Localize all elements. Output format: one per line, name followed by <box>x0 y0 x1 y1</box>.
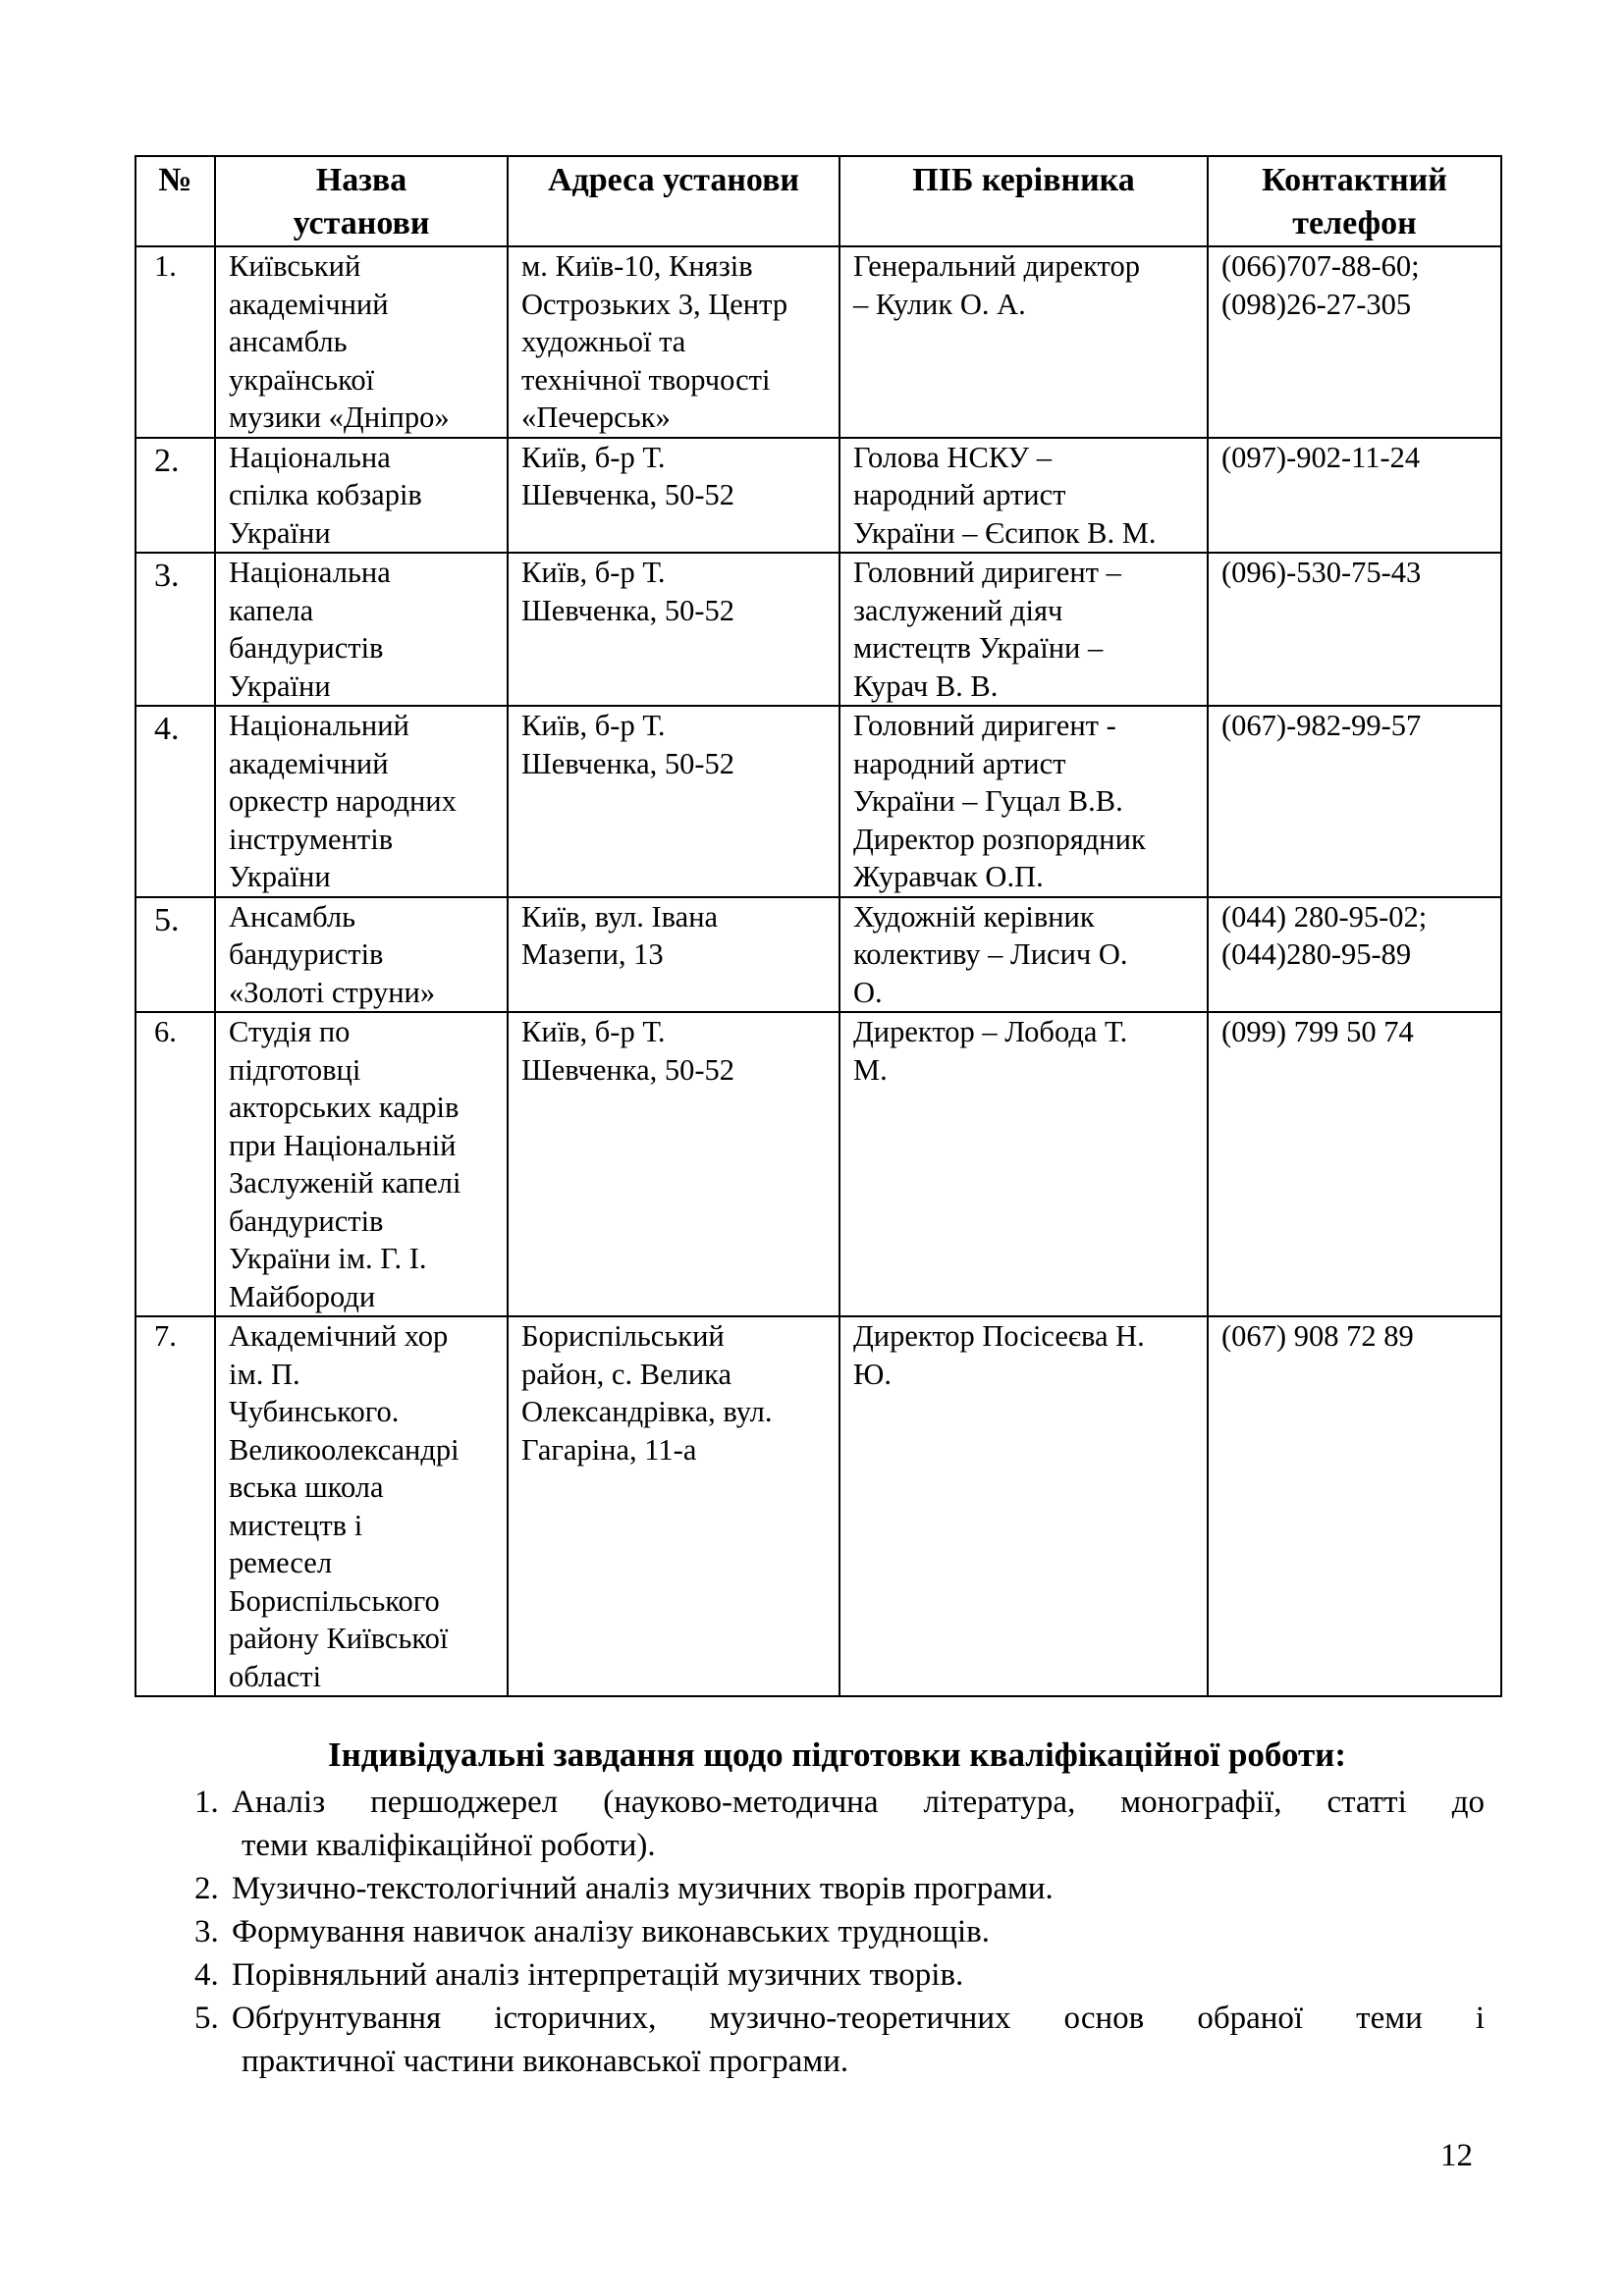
cell-name <box>215 1316 508 1696</box>
cell-name <box>215 706 508 897</box>
header-address: Адреса установи <box>508 156 839 246</box>
task-text-line: практичної частини виконавської програми. <box>242 2044 849 2079</box>
address-line: Шевченка, 50-52 <box>521 1052 735 1087</box>
head-line: народний артист <box>853 478 1066 511</box>
cell-address <box>508 438 839 554</box>
name-line: Заслуженій капелі <box>229 1166 461 1200</box>
row-number: 4. <box>135 706 215 897</box>
head-line: колективу – Лисич О. <box>853 937 1128 971</box>
cell-address <box>508 1316 839 1696</box>
table-row <box>135 553 1501 706</box>
name-line: України <box>229 515 331 550</box>
head-line: заслужений діяч <box>853 593 1063 627</box>
tasks-title: Індивідуальні завдання щодо підготовки кваліфікаційної роботи: <box>328 1735 1346 1774</box>
cell-phone <box>1208 897 1501 1013</box>
address-line: Київ, б-р Т. <box>521 440 666 474</box>
name-line: оркестр народних <box>229 784 457 818</box>
name-line: області <box>229 1659 322 1693</box>
name-line: «Золоті струни» <box>229 975 436 1009</box>
cell-phone <box>1208 1316 1501 1696</box>
cell-head <box>839 553 1208 706</box>
name-line: Студія по <box>229 1015 351 1048</box>
address-line: «Печерськ» <box>521 400 671 434</box>
name-line: Національна <box>229 440 391 474</box>
address-line: Острозьких 3, Центр <box>521 287 788 321</box>
name-line: української <box>229 362 375 397</box>
head-line: України – Гуцал В.В. <box>853 784 1123 818</box>
table-body <box>135 246 1501 1696</box>
name-line: академічний <box>229 746 389 780</box>
phone-line: (067) 908 72 89 <box>1221 1319 1414 1353</box>
address-line: художньої та <box>521 325 686 358</box>
row-number: 1. <box>135 246 215 438</box>
address-line: Київ, б-р Т. <box>521 556 666 589</box>
row-number: 3. <box>135 553 215 706</box>
task-text-line: теми кваліфікаційної роботи). <box>242 1828 656 1863</box>
name-line: бандуристів <box>229 937 384 971</box>
header-name <box>215 156 508 246</box>
cell-name <box>215 1012 508 1316</box>
institutions-table <box>135 155 1502 1697</box>
head-line: Головний диригент – <box>853 556 1121 589</box>
head-line: Головний диригент - <box>853 709 1116 742</box>
name-line: Майбороди <box>229 1279 376 1313</box>
row-number: 5. <box>135 897 215 1013</box>
cell-phone <box>1208 246 1501 438</box>
cell-address <box>508 246 839 438</box>
address-line: Мазепи, 13 <box>521 937 664 971</box>
address-line: технічної творчості <box>521 362 771 397</box>
task-item <box>135 1910 1500 1953</box>
row-number: 6. <box>135 1012 215 1316</box>
phone-line: (044) 280-95-02; <box>1221 899 1428 934</box>
address-line: Гагаріна, 11-а <box>521 1432 697 1467</box>
name-line: Чубинського. <box>229 1395 400 1428</box>
name-line: Бориспільського <box>229 1583 440 1618</box>
row-number: 2. <box>135 438 215 554</box>
address-line: м. Київ-10, Князів <box>521 249 753 283</box>
task-number: 2. <box>194 1871 219 1906</box>
address-line: Олександрівка, вул. <box>521 1395 773 1428</box>
phone-line: (098)26-27-305 <box>1221 287 1412 321</box>
head-line: Голова НСКУ – <box>853 440 1053 474</box>
head-line: України – Єсипок В. М. <box>853 515 1157 550</box>
phone-line: (097)-902-11-24 <box>1221 440 1421 474</box>
cell-phone <box>1208 553 1501 706</box>
name-line: Київський <box>229 249 361 283</box>
head-line: Директор розпорядник <box>853 822 1146 856</box>
cell-head <box>839 438 1208 554</box>
task-text <box>232 1997 1485 2083</box>
name-line: Великоолександрі <box>229 1432 460 1467</box>
cell-phone <box>1208 706 1501 897</box>
header-name-line: Назва <box>315 162 407 198</box>
phone-line: (096)-530-75-43 <box>1221 556 1422 589</box>
cell-name <box>215 246 508 438</box>
header-phone-line: Контактний <box>1262 162 1447 198</box>
head-line: О. <box>853 975 883 1009</box>
phone-line: (066)707-88-60; <box>1221 249 1420 283</box>
task-number: 1. <box>194 1785 219 1820</box>
head-line: народний артист <box>853 746 1066 780</box>
cell-head <box>839 897 1208 1013</box>
address-line: Шевченка, 50-52 <box>521 593 735 627</box>
address-line: Київ, б-р Т. <box>521 709 666 742</box>
name-line: академічний <box>229 287 389 321</box>
head-line: Генеральний директор <box>853 249 1140 283</box>
table-row <box>135 1012 1501 1316</box>
task-item <box>135 1953 1500 1997</box>
task-text <box>232 1910 1485 1953</box>
table-row <box>135 706 1501 897</box>
cell-head <box>839 1316 1208 1696</box>
phone-line: (044)280-95-89 <box>1221 937 1412 971</box>
name-line: бандуристів <box>229 631 384 665</box>
header-head: ПІБ керівника <box>839 156 1208 246</box>
address-line: Шевченка, 50-52 <box>521 746 735 780</box>
row-number: 7. <box>135 1316 215 1696</box>
head-line: Художній керівник <box>853 899 1095 934</box>
name-line: спілка кобзарів <box>229 478 422 511</box>
head-line: – Кулик О. А. <box>853 287 1026 321</box>
cell-name <box>215 438 508 554</box>
phone-line: (067)-982-99-57 <box>1221 709 1422 742</box>
address-line: район, с. Велика <box>521 1357 732 1391</box>
task-number: 3. <box>194 1914 219 1949</box>
cell-head <box>839 706 1208 897</box>
task-text <box>232 1953 1485 1997</box>
task-item <box>135 1867 1500 1910</box>
name-line: району Київської <box>229 1622 449 1655</box>
table-row <box>135 246 1501 438</box>
cell-phone <box>1208 1012 1501 1316</box>
table-row <box>135 438 1501 554</box>
name-line: Ансамбль <box>229 899 355 934</box>
task-item <box>135 1781 1500 1867</box>
task-number: 5. <box>194 2001 219 2036</box>
name-line: підготовці <box>229 1052 361 1087</box>
cell-name <box>215 553 508 706</box>
page-number: 12 <box>1440 2138 1473 2173</box>
name-line: України ім. Г. І. <box>229 1242 427 1275</box>
cell-address <box>508 553 839 706</box>
name-line: вська школа <box>229 1470 384 1504</box>
cell-address <box>508 706 839 897</box>
task-text-line: Обґрунтування історичних, музично-теоретичних основ обраної теми і <box>232 2001 1485 2036</box>
cell-head <box>839 1012 1208 1316</box>
header-phone-line: телефон <box>1292 205 1417 241</box>
address-line: Київ, б-р Т. <box>521 1015 666 1048</box>
name-line: акторських кадрів <box>229 1091 460 1124</box>
cell-phone <box>1208 438 1501 554</box>
head-line: Курач В. В. <box>853 668 999 703</box>
address-line: Шевченка, 50-52 <box>521 478 735 511</box>
head-line: Директор – Лобода Т. <box>853 1015 1128 1048</box>
name-line: Національна <box>229 556 391 589</box>
name-line: ремесел <box>229 1546 333 1579</box>
task-text <box>232 1781 1485 1867</box>
table-header-row <box>135 156 1501 246</box>
name-line: при Національній <box>229 1128 457 1162</box>
table-row <box>135 897 1501 1013</box>
name-line: Академічний хор <box>229 1319 449 1353</box>
head-line: Директор Посісеєва Н. <box>853 1319 1145 1353</box>
tasks-list <box>135 1781 1500 2083</box>
header-phone <box>1208 156 1501 246</box>
phone-line: (099) 799 50 74 <box>1221 1015 1414 1048</box>
head-line: Журавчак О.П. <box>853 860 1044 893</box>
individual-tasks-section <box>135 1734 1500 2083</box>
name-line: інструментів <box>229 822 394 856</box>
table-row <box>135 1316 1501 1696</box>
name-line: музики «Дніпро» <box>229 400 450 434</box>
task-text-line: Порівняльний аналіз інтерпретацій музичних творів. <box>232 1957 964 1993</box>
name-line: України <box>229 668 331 703</box>
head-line: мистецтв України – <box>853 631 1104 665</box>
name-line: ім. П. <box>229 1357 300 1391</box>
address-line: Київ, вул. Івана <box>521 899 719 934</box>
task-text-line: Музично-текстологічний аналіз музичних творів програми. <box>232 1871 1054 1906</box>
task-text <box>232 1867 1485 1910</box>
cell-name <box>215 897 508 1013</box>
task-number: 4. <box>194 1957 219 1993</box>
name-line: України <box>229 860 331 893</box>
task-text-line: Аналіз першоджерел (науково-методична література, монографії, статті до <box>232 1785 1485 1820</box>
task-text-line: Формування навичок аналізу виконавських труднощів. <box>232 1914 991 1949</box>
cell-address <box>508 1012 839 1316</box>
cell-head <box>839 246 1208 438</box>
cell-address <box>508 897 839 1013</box>
header-number: № <box>135 156 215 246</box>
header-name-line: установи <box>293 205 430 241</box>
name-line: ансамбль <box>229 325 348 358</box>
name-line: бандуристів <box>229 1203 384 1238</box>
address-line: Бориспільський <box>521 1319 725 1353</box>
head-line: Ю. <box>853 1357 892 1391</box>
name-line: мистецтв і <box>229 1508 363 1542</box>
name-line: Національний <box>229 709 409 742</box>
task-item <box>135 1997 1500 2083</box>
head-line: М. <box>853 1052 888 1087</box>
name-line: капела <box>229 593 314 627</box>
